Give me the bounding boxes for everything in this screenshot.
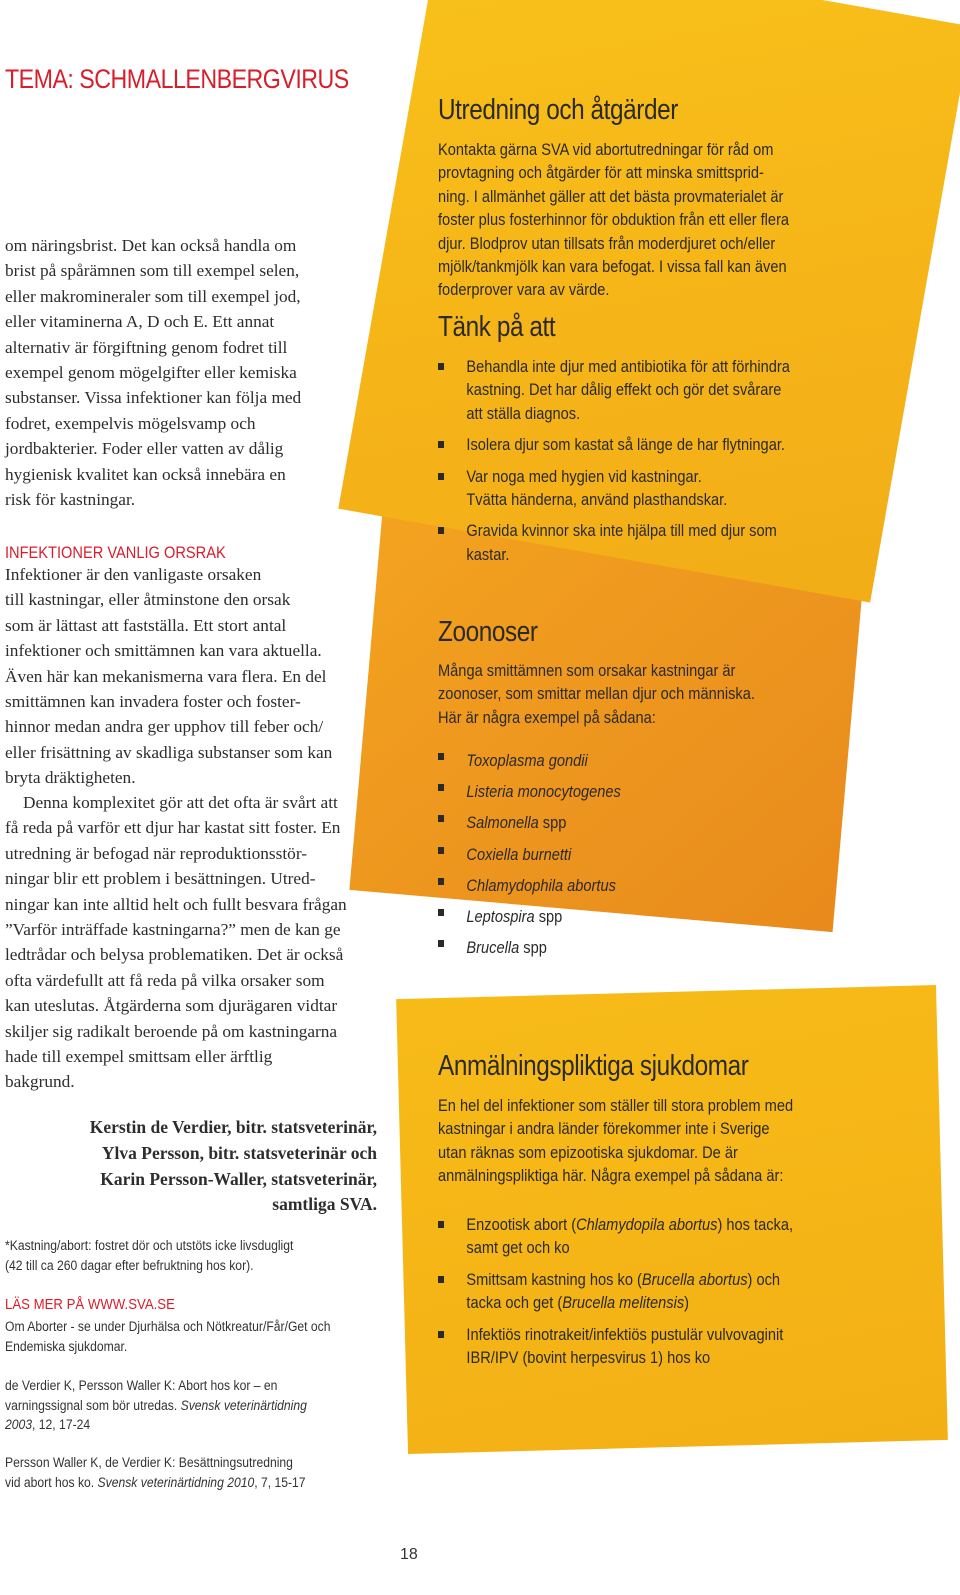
list-item xyxy=(438,839,621,870)
text-line: Isolera djur som kastat så länge de har flytningar. xyxy=(466,435,785,455)
text-line: Om Aborter - se under Djurhälsa och Nötkreatur/Får/Get och xyxy=(5,1319,331,1334)
species-name: Listeria monocytogenes xyxy=(466,782,621,802)
text-line: Kontakta gärna SVA vid abortutredningar för råd om xyxy=(438,140,774,159)
list-item xyxy=(438,465,790,512)
text-line: få reda på varför ett djur har kastat sitt foster. En xyxy=(5,818,341,838)
text-line: alternativ är förgiftning genom fodret till xyxy=(5,337,288,357)
text-line: fodret, exempelvis mögelsvamp och xyxy=(5,413,256,433)
anmalning-text xyxy=(438,1094,793,1188)
text-line: hinnor medan andra ger upphov till feber och/ xyxy=(5,717,324,737)
text-line: jordbakterier. Foder eller vatten av dålig xyxy=(5,439,284,459)
text-line: brist på spårämnen som till exempel selen, xyxy=(5,261,300,281)
text-line: risk för kastningar. xyxy=(5,490,136,510)
text-line: foster plus fosterhinnor för obduktion från ett eller flera xyxy=(438,210,790,230)
anmalning-list xyxy=(438,1213,793,1369)
text-line: kastar. xyxy=(466,544,510,564)
list-item xyxy=(438,932,621,963)
tank-list xyxy=(438,355,790,566)
list-item xyxy=(438,1268,793,1315)
text-span: ) hos tacka, xyxy=(717,1215,794,1234)
text-span: ) och xyxy=(747,1269,781,1289)
text-span: spp xyxy=(519,938,547,958)
species-name: Brucella abortus xyxy=(641,1269,748,1289)
text-line: ”Varför inträffade kastningarna?” men de kan ge xyxy=(5,920,341,940)
text-line: substanser. Vissa infektioner kan följa med xyxy=(5,388,302,408)
read-more-text xyxy=(5,1317,330,1356)
text-line: zoonoser, som smittar mellan djur och människa. xyxy=(438,684,755,704)
infektioner-paragraph xyxy=(5,562,390,791)
reference-text: varningssignal som bör utredas. xyxy=(5,1397,181,1413)
text-line: foderprover vara av värde. xyxy=(438,280,610,300)
reference-authors: de Verdier K, Persson Waller K: xyxy=(5,1378,176,1393)
zoonoser-text xyxy=(438,659,755,729)
text-line: till kastningar, eller åtminstone den orsak xyxy=(5,590,291,610)
zoonoser-heading: Zoonoser xyxy=(438,616,538,648)
text-line: kastningar i andra länder förekommer inte i Sverige xyxy=(438,1119,770,1139)
text-line: En hel del infektioner som ställer till stora problem med xyxy=(438,1096,794,1115)
text-line: eller frisättning av skadliga substanser som kan xyxy=(5,742,333,762)
text-span: tacka och get ( xyxy=(466,1293,563,1313)
text-line: mjölk/tankmjölk kan vara befogat. I vissa fall kan även xyxy=(438,257,787,277)
species-name: Brucella xyxy=(466,938,520,958)
list-item xyxy=(438,776,621,807)
text-line: ofta värdefullt att få reda på vilka orsaker som xyxy=(5,970,325,990)
text-span: Enzootisk abort ( xyxy=(466,1215,577,1234)
reference-text: , 7, 15-17 xyxy=(254,1474,306,1490)
reference-text: Besättningsutredning xyxy=(175,1455,293,1470)
list-item xyxy=(438,519,790,566)
species-name: Leptospira xyxy=(466,907,535,927)
species-name: Brucella melitensis xyxy=(562,1293,685,1313)
text-line: anmälningspliktiga här. Några exempel på sådana är: xyxy=(438,1166,784,1186)
komplexitet-paragraph xyxy=(5,790,390,1095)
text-line: hygienisk kvalitet kan också innebära en xyxy=(5,464,286,484)
author-line: Ylva Persson, bitr. statsveterinär och xyxy=(101,1142,377,1163)
section-title: TEMA: SCHMALLENBERGVIRUS xyxy=(5,64,349,94)
text-line: om näringsbrist. Det kan också handla om xyxy=(5,236,297,255)
list-item xyxy=(438,355,790,425)
utredning-text xyxy=(438,138,789,302)
list-item xyxy=(438,433,790,456)
text-line: att ställa diagnos. xyxy=(466,403,581,423)
text-line: ningar kan inte alltid helt och fullt besvara frågan xyxy=(5,894,347,914)
text-line: exempel genom mögelgifter eller kemiska xyxy=(5,363,297,383)
text-line: ningar blir ett problem i besättningen. Utred- xyxy=(5,869,316,889)
text-line: bakgrund. xyxy=(5,1072,75,1092)
tank-heading: Tänk på att xyxy=(438,311,556,343)
species-name: Coxiella burnetti xyxy=(466,844,572,864)
species-name: Chlamydopila abortus xyxy=(576,1215,718,1234)
author-signature xyxy=(90,1115,377,1218)
species-name: Chlamydophila abortus xyxy=(466,875,616,895)
text-line: Många smittämnen som orsakar kastningar är xyxy=(438,661,736,680)
reference-text: vid abort hos ko. xyxy=(5,1474,98,1490)
text-line: utredning är befogad när reproduktionsstör- xyxy=(5,843,307,863)
reference-year: 2003 xyxy=(5,1417,33,1432)
list-item xyxy=(438,807,621,838)
list-item xyxy=(438,1323,793,1370)
reference-journal: Svensk veterinärtidning xyxy=(180,1397,307,1413)
utredning-heading: Utredning och åtgärder xyxy=(438,94,678,126)
text-line: skiljer sig radikalt beroende på om kastningarna xyxy=(5,1021,338,1041)
author-line: Karin Persson-Waller, statsveterinär, xyxy=(100,1168,377,1189)
text-line: Endemiska sjukdomar. xyxy=(5,1338,128,1354)
text-line: Tvätta händerna, använd plasthandskar. xyxy=(466,490,728,510)
author-line: Kerstin de Verdier, bitr. statsveterinär, xyxy=(89,1117,377,1137)
species-name: Salmonella xyxy=(466,813,539,833)
author-line: samtliga SVA. xyxy=(272,1194,377,1215)
list-item xyxy=(438,1213,793,1260)
text-span: ) xyxy=(684,1293,690,1313)
text-line: utan räknas som epizootiska sjukdomar. De är xyxy=(438,1142,738,1162)
text-line: Gravida kvinnor ska inte hjälpa till med djur som xyxy=(466,521,777,541)
footnote xyxy=(5,1236,293,1275)
text-line: eller makromineraler som till exempel jod, xyxy=(5,286,301,306)
reference-2 xyxy=(5,1453,306,1492)
text-line: ledtrådar och belysa problematiken. Det är också xyxy=(5,945,344,965)
zoonoser-list xyxy=(438,745,621,963)
species-name: Toxoplasma gondii xyxy=(466,751,588,770)
text-line: djur. Blodprov utan tillsats från moderdjuret och/eller xyxy=(438,233,776,253)
text-line: Infektioner är den vanligaste orsaken xyxy=(5,565,262,584)
text-line: kastning. Det har dålig effekt och gör det svårare xyxy=(466,380,782,400)
footnote-line: (42 till ca 260 dagar efter befruktning hos kor). xyxy=(5,1257,254,1273)
text-line: kan uteslutas. Åtgärderna som djurägaren vidtar xyxy=(5,996,338,1016)
text-line: hade till exempel smittsam eller ärftlig xyxy=(5,1047,273,1067)
text-line: smittämnen kan invadera foster och foster- xyxy=(5,692,301,712)
text-line: Behandla inte djur med antibiotika för att förhindra xyxy=(466,357,790,376)
text-line: Denna komplexitet gör att det ofta är svårt att xyxy=(23,793,338,812)
reference-text: Abort hos kor – en xyxy=(175,1378,278,1393)
page-number: 18 xyxy=(400,1546,418,1563)
text-line: Här är några exempel på sådana: xyxy=(438,707,656,727)
infektioner-heading: INFEKTIONER VANLIG ORSRAK xyxy=(5,543,226,562)
text-line: samt get och ko xyxy=(466,1238,570,1258)
text-line: IBR/IPV (bovint herpesvirus 1) hos ko xyxy=(466,1348,711,1368)
text-span: Smittsam kastning hos ko ( xyxy=(466,1269,642,1289)
reference-text: , 12, 17-24 xyxy=(32,1417,91,1432)
reference-journal: Svensk veterinärtidning 2010 xyxy=(97,1474,255,1490)
text-line: infektioner och smittämnen kan vara aktuella. xyxy=(5,641,322,661)
text-line: Även här kan mekanismerna vara flera. En del xyxy=(5,666,327,686)
reference-1 xyxy=(5,1376,307,1435)
list-item xyxy=(438,745,621,776)
list-item xyxy=(438,901,621,932)
reference-authors: Persson Waller K, de Verdier K: xyxy=(5,1455,176,1470)
text-line: Var noga med hygien vid kastningar. xyxy=(466,466,702,486)
text-line: provtagning och åtgärder för att minska smittsprid- xyxy=(438,163,764,183)
read-more-link[interactable]: LÄS MER PÅ WWW.SVA.SE xyxy=(5,1296,175,1313)
footnote-line: *Kastning/abort: fostret dör och utstöts icke livsdugligt xyxy=(5,1238,294,1253)
list-item xyxy=(438,870,621,901)
text-line: eller vitaminerna A, D och E. Ett annat xyxy=(5,312,275,332)
text-line: Infektiös rinotrakeit/infektiös pustulär vulvovaginit xyxy=(466,1324,784,1344)
intro-paragraph xyxy=(5,233,345,512)
anmalning-heading: Anmälningspliktiga sjukdomar xyxy=(438,1050,749,1082)
text-line: bryta dräktigheten. xyxy=(5,768,136,788)
text-line: som är lättast att fastställa. Ett stort antal xyxy=(5,615,287,635)
text-span: spp xyxy=(538,813,567,833)
text-span: spp xyxy=(534,907,563,927)
text-line: ning. I allmänhet gäller att det bästa provmaterialet är xyxy=(438,186,784,206)
